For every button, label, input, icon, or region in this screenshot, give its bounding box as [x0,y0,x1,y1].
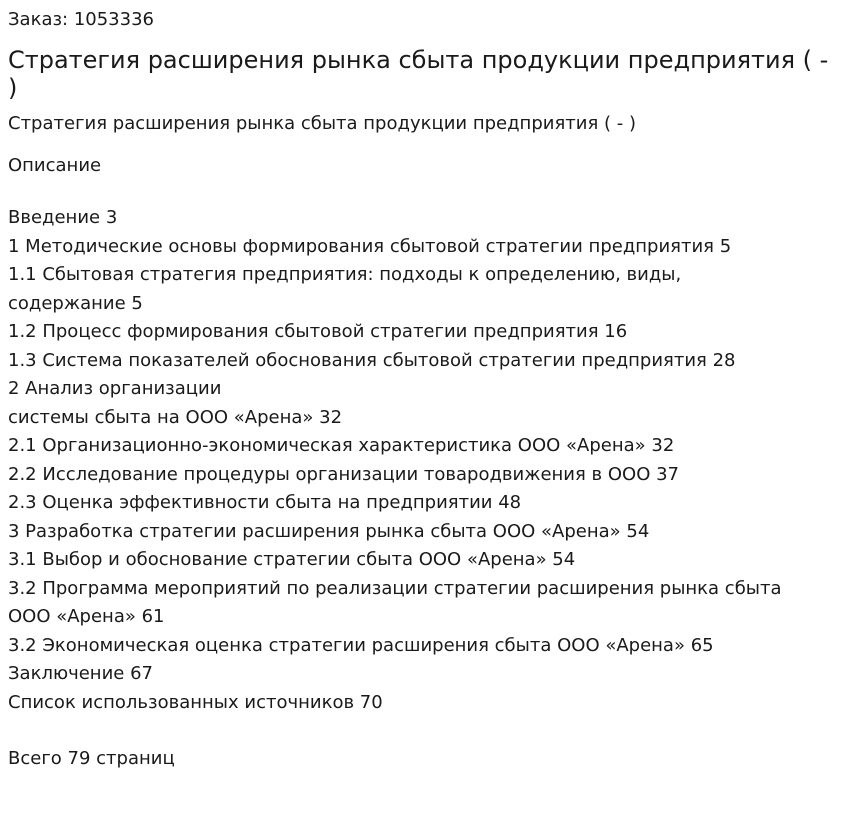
page-title: Стратегия расширения рынка сбыта продукции предприятия ( - ) [8,46,829,102]
toc-line: 3.2 Программа мероприятий по реализации стратегии расширения рынка сбыта [8,577,782,599]
toc-line: 2.3 Оценка эффективности сбыта на предприятии 48 [8,492,522,513]
toc-line: ООО «Арена» 61 [8,606,165,627]
toc-line: 2.2 Исследование процедуры организации товародвижения в ООО 37 [8,463,679,485]
toc-line: Введение 3 [8,207,118,228]
toc-line: Список использованных источников 70 [8,691,383,713]
toc-line: содержание 5 [8,292,143,314]
toc-line: 1 Методические основы формирования сбытовой стратегии предприятия 5 [8,235,732,257]
description-heading: Описание [8,155,102,176]
toc-line: Заключение 67 [8,663,153,684]
toc-line: 1.3 Система показателей обоснования сбытовой стратегии предприятия 28 [8,349,736,371]
toc-line: 1.2 Процесс формирования сбытовой стратегии предприятия 16 [8,321,628,342]
toc-line: 3.1 Выбор и обоснование стратегии сбыта ООО «Арена» 54 [8,549,576,570]
page-count: Всего 79 страниц [8,748,175,769]
toc-line: 3 Разработка стратегии расширения рынка сбыта ООО «Арена» 54 [8,520,650,542]
toc-line: 1.1 Сбытовая стратегия предприятия: подходы к определению, виды, [8,264,682,285]
toc-line: 2 Анализ организации [8,378,222,399]
toc-line: 2.1 Организационно-экономическая характеристика ООО «Арена» 32 [8,435,675,456]
page-subtitle: Стратегия расширения рынка сбыта продукции предприятия ( - ) [8,113,636,134]
toc-line: 3.2 Экономическая оценка стратегии расширения сбыта ООО «Арена» 65 [8,634,714,656]
toc-line: системы сбыта на ООО «Арена» 32 [8,406,343,428]
table-of-contents [8,204,839,717]
order-number: Заказ: 1053336 [8,9,154,30]
